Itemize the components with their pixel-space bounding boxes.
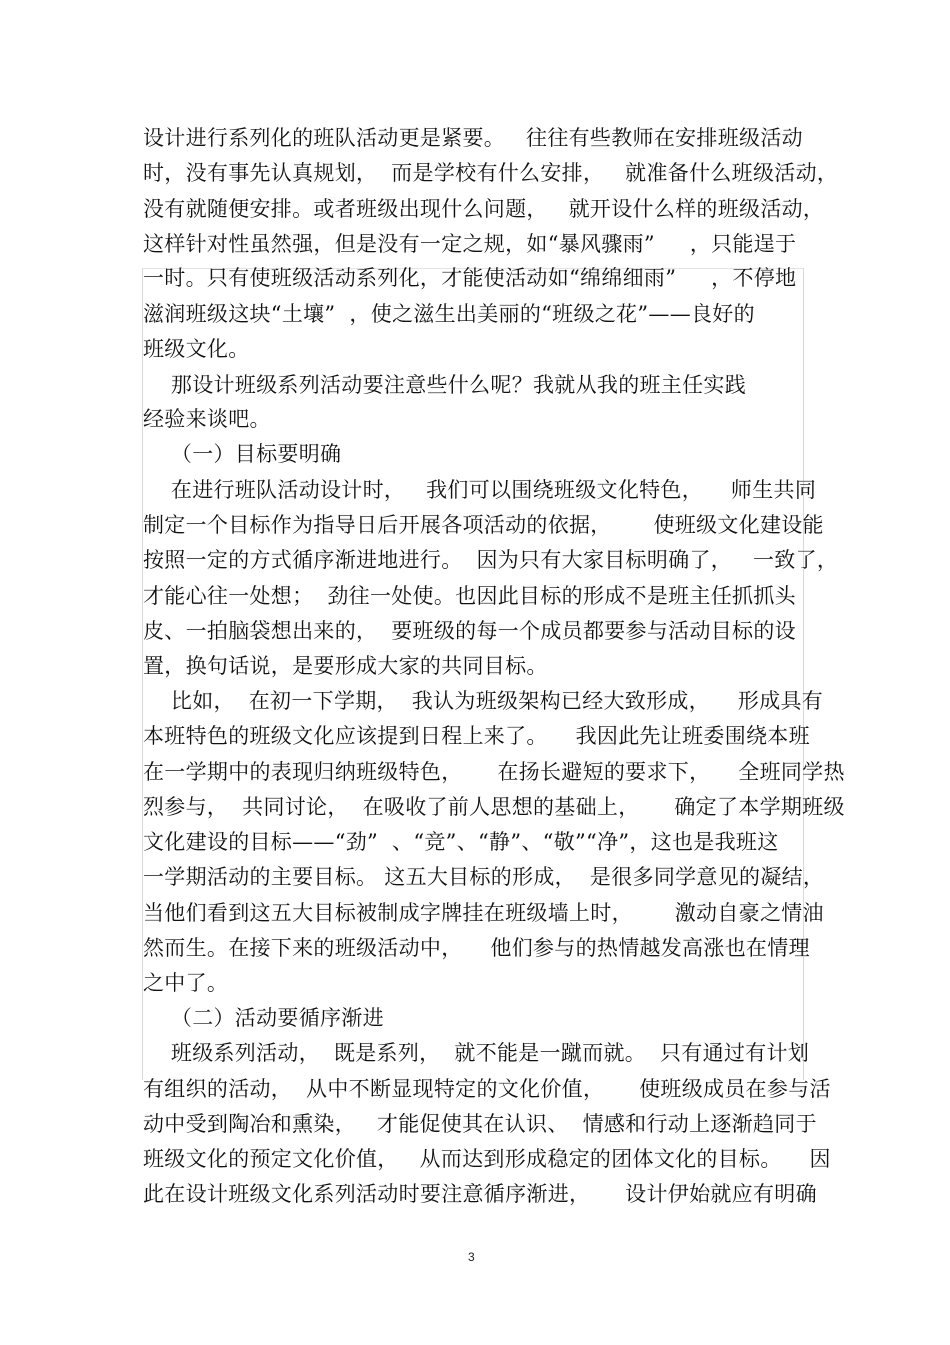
body-text-line: 这样针对性虽然强，但是没有一定之规，如“暴风骤雨” ，只能逞于 — [143, 232, 797, 256]
body-text-line: 设计进行系列化的班队活动更是紧要。 往往有些教师在安排班级活动 — [143, 126, 803, 150]
body-text-line: 那设计班级系列活动要注意些什么呢？我就从我的班主任实践 — [143, 373, 746, 397]
body-text-line: 在一学期中的表现归纳班级特色， 在扬长避短的要求下， 全班同学热 — [143, 760, 845, 784]
body-text-line: 才能心往一处想； 劲往一处使。也因此目标的形成不是班主任抓抓头 — [143, 584, 796, 608]
body-text-line: 在进行班队活动设计时， 我们可以围绕班级文化特色， 师生共同 — [143, 478, 817, 502]
body-text-line: 滋润班级这块“土壤” ，使之滋生出美丽的“班级之花”——良好的 — [143, 302, 755, 326]
body-text-line: 比如， 在初一下学期， 我认为班级架构已经大致形成， 形成具有 — [143, 689, 824, 713]
body-text-line: 经验来谈吧。 — [143, 407, 271, 431]
body-text-line: 本班特色的班级文化应该提到日程上来了。 我因此先让班委围绕本班 — [143, 724, 810, 748]
body-text-line: 一时。只有使班级活动系列化，才能使活动如“绵绵细雨” ，不停地 — [143, 266, 797, 290]
body-text-line: 没有就随便安排。或者班级出现什么问题， 就开设什么样的班级活动， — [143, 197, 825, 221]
body-text-line: 时，没有事先认真规划， 而是学校有什么安排， 就准备什么班级活动， — [143, 161, 839, 185]
body-text-line: 班级文化。 — [143, 337, 250, 361]
body-text-line: 烈参与， 共同讨论， 在吸收了前人思想的基础上， 确定了本学期班级 — [143, 795, 845, 819]
body-text-line: 按照一定的方式循序渐进地进行。 因为只有大家目标明确了， 一致了， — [143, 548, 839, 572]
body-text-line: 皮、一拍脑袋想出来的， 要班级的每一个成员都要参与活动目标的设 — [143, 619, 796, 643]
body-text-line: 此在设计班级文化系列活动时要注意循序渐进， 设计伊始就应有明确 — [143, 1182, 817, 1206]
body-text-line: 置，换句话说，是要形成大家的共同目标。 — [143, 654, 548, 678]
body-text-line: 当他们看到这五大目标被制成字牌挂在班级墙上时， 激动自豪之情油 — [143, 901, 824, 925]
body-text-line: 之中了。 — [143, 971, 229, 995]
body-text-line: 动中受到陶冶和熏染， 才能促使其在认识、 情感和行动上逐渐趋同于 — [143, 1112, 817, 1136]
section-heading: （二）活动要循序渐进 — [143, 1006, 384, 1030]
body-text-line: 然而生。在接下来的班级活动中， 他们参与的热情越发高涨也在情理 — [143, 936, 810, 960]
body-text-line: 文化建设的目标——“劲” 、“竞”、“静”、“敬”“净”，这也是我班这 — [143, 830, 779, 854]
body-text-line: 班级文化的预定文化价值， 从而达到形成稳定的团体文化的目标。 因 — [143, 1147, 831, 1171]
page-number: 3 — [468, 1250, 475, 1264]
section-heading: （一）目标要明确 — [143, 442, 342, 466]
body-text-line: 一学期活动的主要目标。 这五大目标的形成， 是很多同学意见的凝结， — [143, 865, 825, 889]
body-text-line: 制定一个目标作为指导日后开展各项活动的依据， 使班级文化建设能 — [143, 513, 824, 537]
body-text-line: 有组织的活动， 从中不断显现特定的文化价值， 使班级成员在参与活 — [143, 1077, 831, 1101]
body-text-line: 班级系列活动， 既是系列， 就不能是一蹴而就。 只有通过有计划 — [143, 1041, 810, 1065]
